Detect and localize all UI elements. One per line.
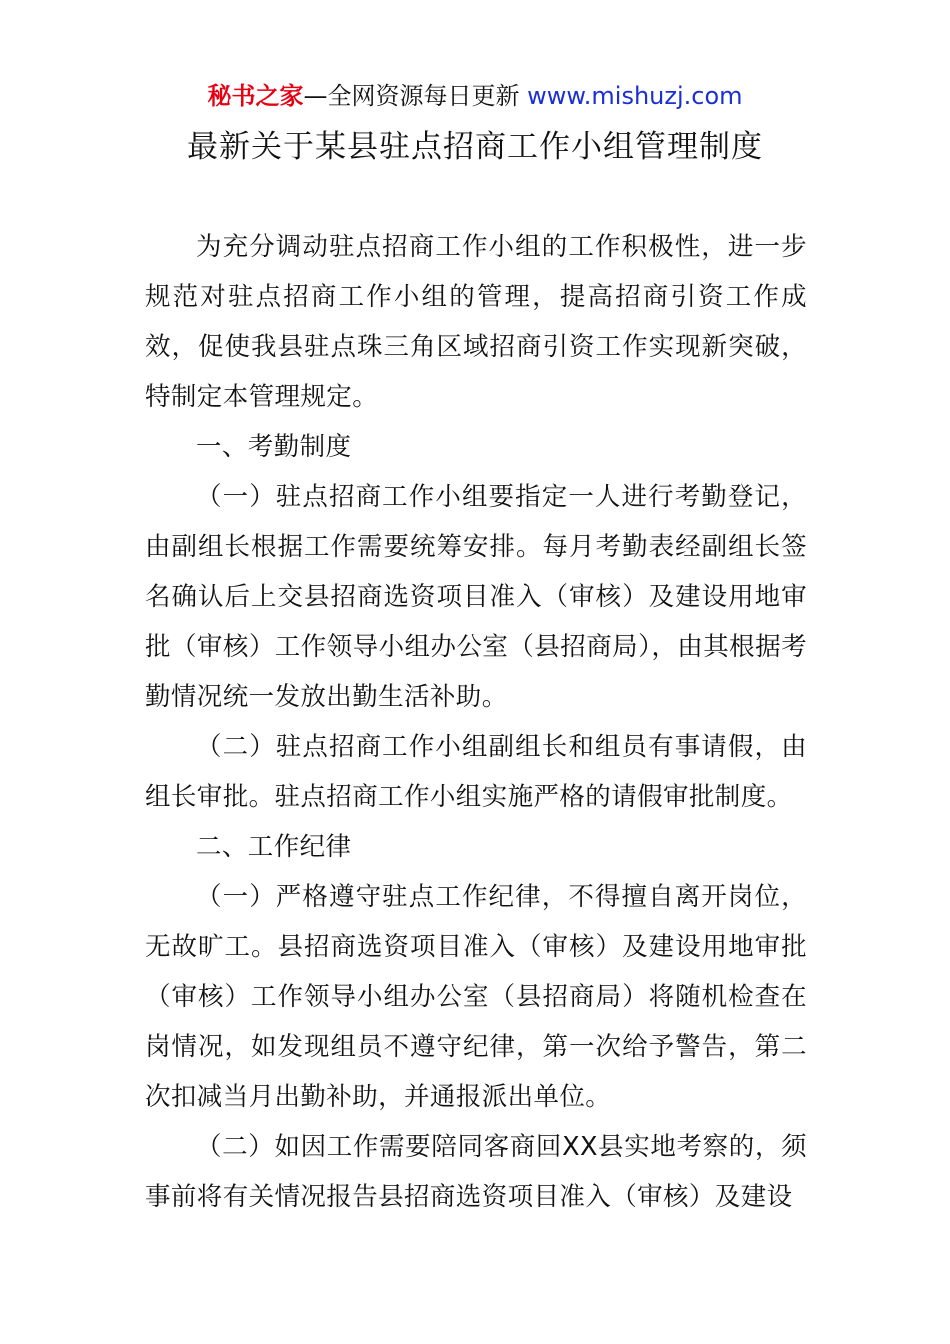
attendance-item-2: （二）驻点招商工作小组副组长和组员有事请假，由组长审批。驻点招商工作小组实施严格的请假审批制度。 [145,732,807,812]
discipline-item-2: （二）如因工作需要陪同客商回XX县实地考察的，须事前将有关情况报告县招商选资项目准入（审核）及建设 [145,1132,807,1212]
banner-tagline: —全网资源每日更新 [303,82,520,110]
section-heading-attendance: 一、考勤制度 [196,432,352,462]
section-heading-discipline: 二、工作纪律 [196,832,352,862]
document-body [145,222,807,1222]
brand-name: 秘书之家 [207,82,304,110]
document-title: 最新关于某县驻点招商工作小组管理制度 [187,129,763,165]
intro-paragraph: 为充分调动驻点招商工作小组的工作积极性，进一步规范对驻点招商工作小组的管理，提高招商引资工作成效，促使我县驻点珠三角区域招商引资工作实现新突破，特制定本管理规定。 [145,232,807,412]
site-url[interactable]: www.mishuzj.com [527,82,743,110]
attendance-item-1: （一）驻点招商工作小组要指定一人进行考勤登记，由副组长根据工作需要统筹安排。每月考勤表经副组长签名确认后上交县招商选资项目准入（审核）及建设用地审批（审核）工作领导小组办公室（县招商局），由其根据考勤情况统一发放出勤生活补助。 [145,482,807,712]
site-banner [0,80,950,112]
discipline-item-1: （一）严格遵守驻点工作纪律，不得擅自离开岗位，无故旷工。县招商选资项目准入（审核）及建设用地审批（审核）工作领导小组办公室（县招商局）将随机检查在岗情况，如发现组员不遵守纪律，第一次给予警告，第二次扣减当月出勤补助，并通报派出单位。 [145,882,807,1112]
